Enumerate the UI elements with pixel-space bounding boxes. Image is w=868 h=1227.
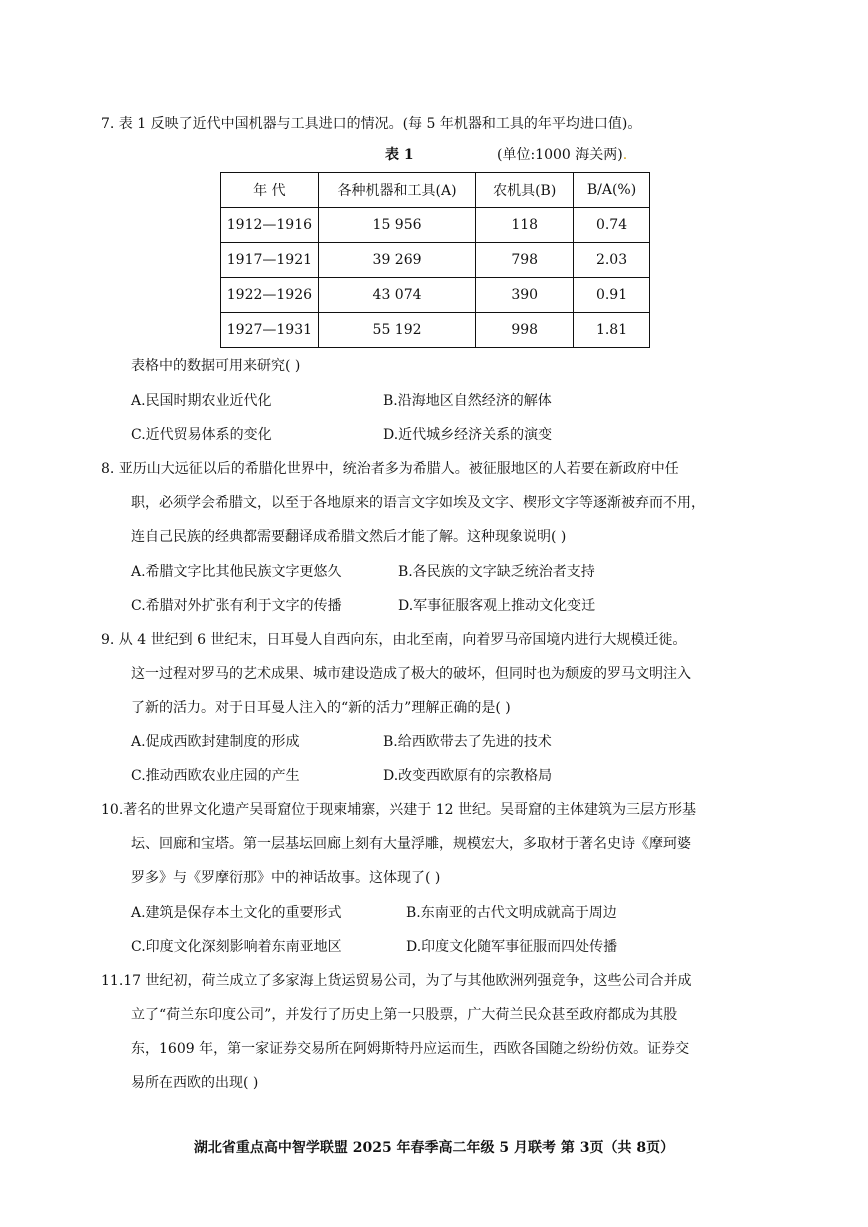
q9-option-c: C.推动西欧农业庄园的产生: [131, 768, 300, 784]
table-cell: 1922—1926: [221, 278, 319, 313]
table-unit-text: (单位:1000 海关两): [497, 147, 623, 163]
table-cell: 798: [476, 243, 574, 278]
table-unit: [497, 145, 627, 165]
q11-stem-line: 11.17 世纪初，荷兰成立了多家海上货运贸易公司，为了与其他欧洲列强竞争，这些公司合并成: [101, 973, 692, 989]
table-header-row: [221, 173, 650, 208]
q10-stem-line: 罗多》与《罗摩衍那》中的神话故事。这体现了( ): [131, 870, 441, 886]
q9-option-b: B.给西欧带去了先进的技术: [383, 734, 552, 750]
q10-option-d: D.印度文化随军事征服而四处传播: [406, 939, 618, 955]
table-cell: 1.81: [574, 313, 650, 348]
q7-question: 表格中的数据可用来研究( ): [131, 358, 301, 374]
table-header: 农机具(B): [476, 173, 574, 208]
q11-stem-line: 易所在西欧的出现( ): [131, 1075, 259, 1091]
q7-option-a: A.民国时期农业近代化: [131, 393, 272, 409]
q9-option-d: D.改变西欧原有的宗教格局: [383, 768, 553, 784]
q11-stem-line: 东，1609 年，第一家证券交易所在阿姆斯特丹应运而生，西欧各国随之纷纷仿效。证券交: [131, 1041, 690, 1057]
q10-option-c: C.印度文化深刻影响着东南亚地区: [131, 939, 342, 955]
table-cell: 43 074: [318, 278, 476, 313]
q9-stem-line: 9. 从 4 世纪到 6 世纪末，日耳曼人自西向东，由北至南，向着罗马帝国境内进行大规模迁徙。: [101, 632, 687, 648]
table-header: 各种机器和工具(A): [318, 173, 476, 208]
q10-option-a: A.建筑是保存本土文化的重要形式: [131, 905, 342, 921]
q7-option-b: B.沿海地区自然经济的解体: [383, 393, 552, 409]
q9-option-a: A.促成西欧封建制度的形成: [131, 734, 300, 750]
page-footer: 湖北省重点高中智学联盟 2025 年春季高二年级 5 月联考 第 3页（共 8页）: [193, 1140, 675, 1156]
q10-stem-line: 10.著名的世界文化遗产吴哥窟位于现柬埔寨，兴建于 12 世纪。吴哥窟的主体建筑为三层方形基: [101, 802, 696, 818]
table-caption: 表 1: [385, 147, 414, 163]
q8-stem-line: 职，必须学会希腊文，以至于各地原来的语言文字如埃及文字、楔形文字等逐渐被弃而不用，: [131, 495, 705, 511]
q8-option-b: B.各民族的文字缺乏统治者支持: [398, 564, 595, 580]
table-row: [221, 313, 650, 348]
table-cell: 1917—1921: [221, 243, 319, 278]
table-cell: 0.91: [574, 278, 650, 313]
table-cell: 55 192: [318, 313, 476, 348]
table-cell: 390: [476, 278, 574, 313]
q8-stem-line: 连自己民族的经典都需要翻译成希腊文然后才能了解。这种现象说明( ): [131, 529, 567, 545]
q8-option-a: A.希腊文字比其他民族文字更悠久: [131, 564, 342, 580]
table-cell: 998: [476, 313, 574, 348]
table-mark: .: [622, 147, 628, 163]
q8-option-d: D.军事征服客观上推动文化变迁: [398, 598, 596, 614]
q7-option-c: C.近代贸易体系的变化: [131, 427, 272, 443]
q8-stem-line: 8. 亚历山大远征以后的希腊化世界中，统治者多为希腊人。被征服地区的人若要在新政府中任: [101, 461, 679, 477]
table-row: [221, 278, 650, 313]
q9-stem-line: 这一过程对罗马的艺术成果、城市建设造成了极大的破坏，但同时也为颓废的罗马文明注入: [131, 666, 691, 682]
table-row: [221, 208, 650, 243]
q9-stem-line: 了新的活力。对于日耳曼人注入的“新的活力”理解正确的是( ): [131, 700, 511, 716]
table-cell: 1927—1931: [221, 313, 319, 348]
table-cell: 118: [476, 208, 574, 243]
table-header: B/A(%): [574, 173, 650, 208]
table-cell: 0.74: [574, 208, 650, 243]
table-cell: 1912—1916: [221, 208, 319, 243]
q10-stem-line: 坛、回廊和宝塔。第一层基坛回廊上刻有大量浮雕，规模宏大，多取材于著名史诗《摩珂婆: [131, 836, 691, 852]
q7-option-d: D.近代城乡经济关系的演变: [383, 427, 553, 443]
q10-option-b: B.东南亚的古代文明成就高于周边: [406, 905, 617, 921]
import-table: [220, 172, 650, 348]
q11-stem-line: 立了“荷兰东印度公司”，并发行了历史上第一只股票，广大荷兰民众甚至政府都成为其股: [131, 1007, 678, 1023]
table-cell: 39 269: [318, 243, 476, 278]
table-cell: 2.03: [574, 243, 650, 278]
q8-option-c: C.希腊对外扩张有利于文字的传播: [131, 598, 342, 614]
q7-stem: 7. 表 1 反映了近代中国机器与工具进口的情况。(每 5 年机器和工具的年平均进口值)。: [101, 116, 642, 132]
table-row: [221, 243, 650, 278]
table-header: 年 代: [221, 173, 319, 208]
table-cell: 15 956: [318, 208, 476, 243]
